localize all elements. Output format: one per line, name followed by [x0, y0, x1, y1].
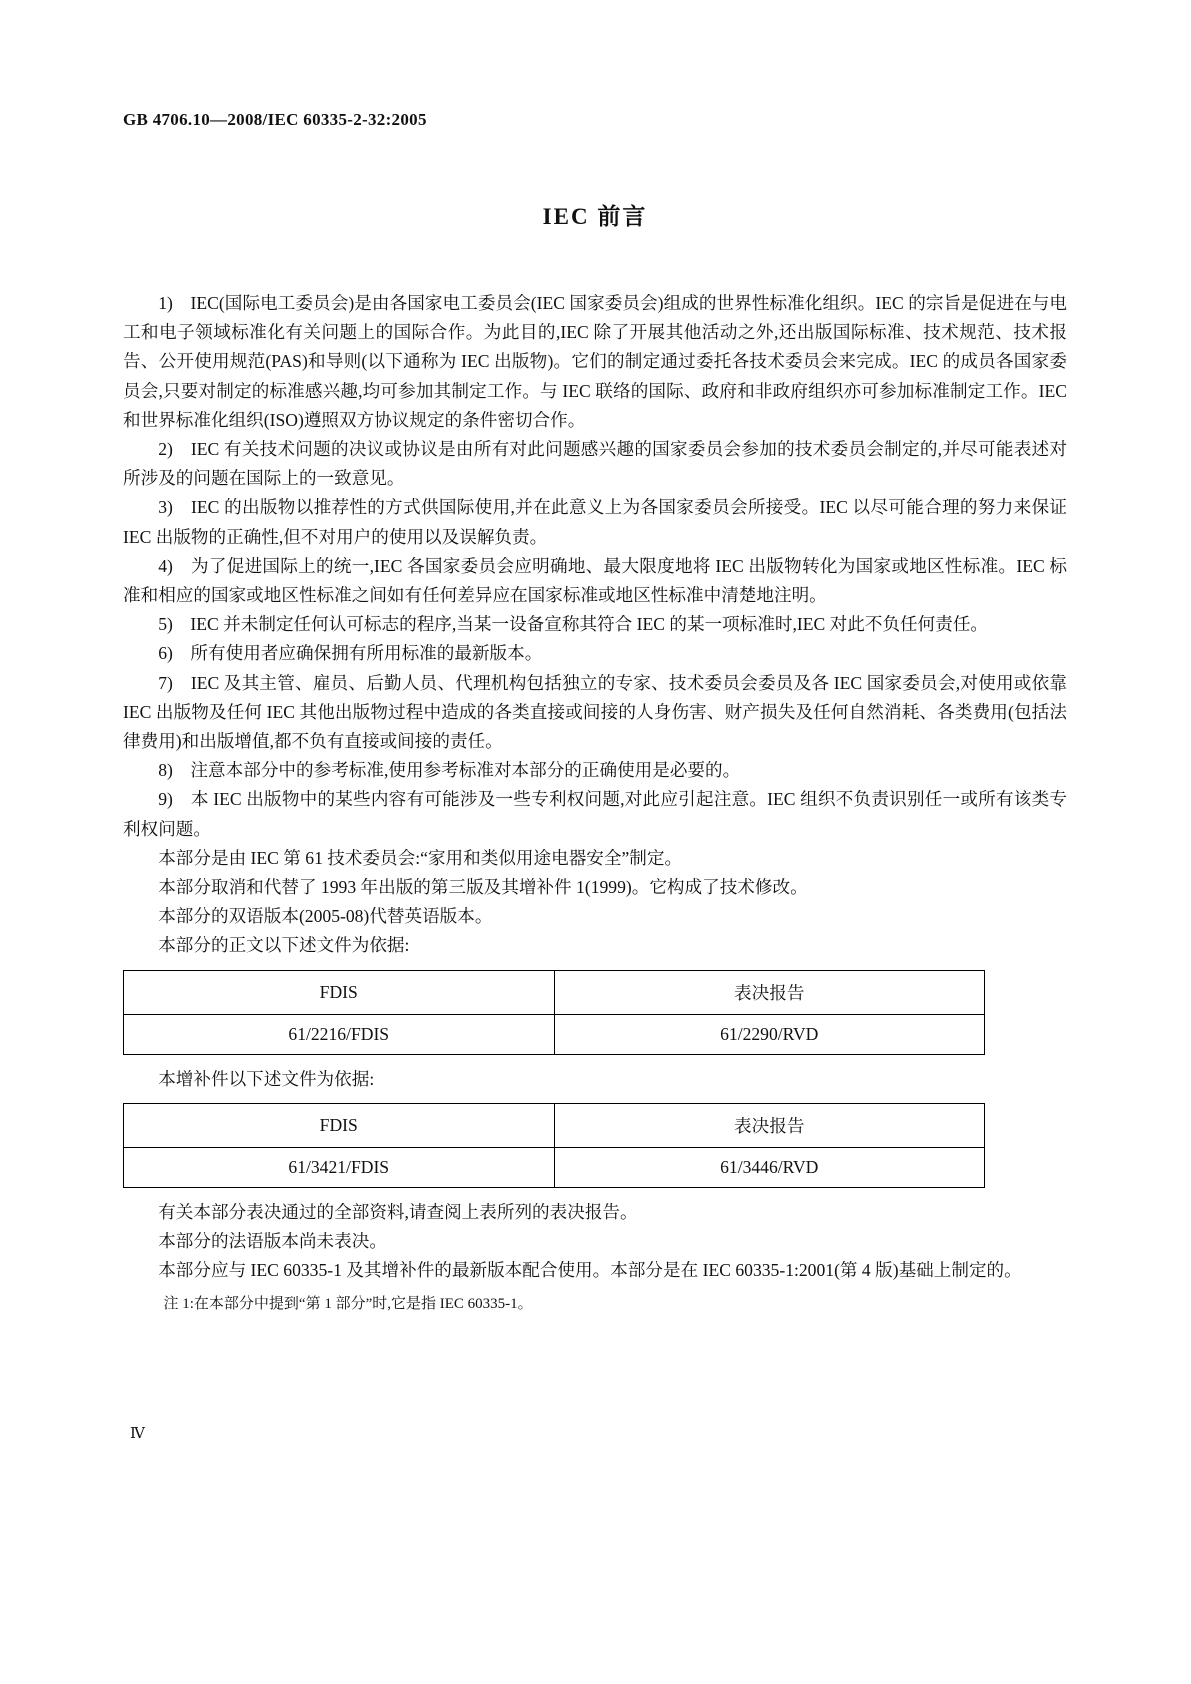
foreword-item-8: 8) 注意本部分中的参考标准,使用参考标准对本部分的正确使用是必要的。 [158, 760, 741, 781]
foreword-item-7: 7) IEC 及其主管、雇员、后勤人员、代理机构包括独立的专家、技术委员会委员及各 IEC 国家委员会,对使用或依靠 IEC 出版物及任何 IEC 其他出版物过程中造成的各类直接或间接的人身伤害、财产损失及任何自然消耗、各类费用(包括法律费用)和出版增值,都不负有直接或间接的责任。 [123, 672, 1067, 752]
foreword-paragraph-committee: 本部分是由 IEC 第 61 技术委员会:“家用和类似用途电器安全”制定。 [158, 847, 683, 868]
doc-number: GB 4706.10—2008/IEC 60335-2-32:2005 [123, 110, 427, 129]
foreword-item-4: 4) 为了促进国际上的统一,IEC 各国家委员会应明确地、最大限度地将 IEC 出版物转化为国家或地区性标准。IEC 标准和相应的国家或地区性标准之间如有任何差异应在国家标准或地区性标准中清楚地注明。 [123, 555, 1067, 606]
foreword-item-9: 9) 本 IEC 出版物中的某些内容有可能涉及一些专利权问题,对此应引起注意。IEC 组织不负责识别任一或所有该类专利权问题。 [123, 789, 1067, 839]
table-cell-vote-report: 61/2290/RVD [554, 1014, 985, 1054]
table-data-row [124, 1014, 985, 1054]
foreword-paragraph-use-with: 本部分应与 IEC 60335-1 及其增补件的最新版本配合使用。本部分是在 IEC 60335-1:2001(第 4 版)基础上制定的。 [158, 1260, 1022, 1281]
foreword-paragraph-french: 本部分的法语版本尚未表决。 [158, 1231, 387, 1252]
table-data-row [124, 1147, 985, 1187]
basis-table-main [123, 970, 985, 1055]
foreword-item-2: 2) IEC 有关技术问题的决议或协议是由所有对此问题感兴趣的国家委员会参加的技术委员会制定的,并尽可能表述对所涉及的问题在国际上的一致意见。 [123, 439, 1067, 489]
foreword-paragraph-replaces: 本部分取消和代替了 1993 年出版的第三版及其增补件 1(1999)。它构成了技术修改。 [158, 877, 808, 898]
table-header-row [124, 1103, 985, 1147]
foreword-paragraph-basis-main: 本部分的正文以下述文件为依据: [158, 935, 410, 956]
basis-table-amendment [123, 1103, 985, 1188]
foreword-paragraph-basis-amendment: 本增补件以下述文件为依据: [158, 1068, 375, 1089]
table-cell-fdis: 61/3421/FDIS [124, 1147, 555, 1187]
page-content [123, 0, 1067, 1317]
table-header-vote-report: 表决报告 [554, 970, 985, 1014]
foreword-paragraph-bilingual: 本部分的双语版本(2005-08)代替英语版本。 [158, 906, 493, 927]
foreword-item-1: 1) IEC(国际电工委员会)是由各国家电工委员会(IEC 国家委员会)组成的世界性标准化组织。IEC 的宗旨是促进在与电工和电子领域标准化有关问题上的国际合作。为此目的,IEC 除了开展其他活动之外,还出版国际标准、技术规范、技术报告、公开使用规范(PAS)和导则(以下通称为 IEC 出版物)。它们的制定通过委托各技术委员会来完成。IEC 的成员各国家委员会,只要对制定的标准感兴趣,均可参加其制定工作。与 IEC 联络的国际、政府和非政府组织亦可参加标准制定工作。IEC 和世界标准化组织(ISO)遵照双方协议规定的条件密切合作。 [123, 293, 1067, 430]
table-cell-fdis: 61/2216/FDIS [124, 1014, 555, 1054]
page-number: Ⅳ [130, 1426, 145, 1442]
foreword-item-5: 5) IEC 并未制定任何认可标志的程序,当某一设备宣称其符合 IEC 的某一项标准时,IEC 对此不负任何责任。 [158, 614, 989, 635]
table-cell-vote-report: 61/3446/RVD [554, 1147, 985, 1187]
table-header-row [124, 970, 985, 1014]
foreword-item-3: 3) IEC 的出版物以推荐性的方式供国际使用,并在此意义上为各国家委员会所接受。IEC 以尽可能合理的努力来保证 IEC 出版物的正确性,但不对用户的使用以及误解负责。 [123, 497, 1067, 547]
foreword-item-6: 6) 所有使用者应确保拥有所用标准的最新版本。 [158, 643, 543, 664]
page-title: IEC 前言 [542, 204, 648, 229]
table-header-fdis: FDIS [124, 1103, 555, 1147]
foreword-body [123, 289, 1067, 1317]
note-1: 注 1:在本部分中提到“第 1 部分”时,它是指 IEC 60335-1。 [163, 1296, 533, 1313]
foreword-paragraph-vote-info: 有关本部分表决通过的全部资料,请查阅上表所列的表决报告。 [158, 1201, 638, 1222]
table-header-vote-report: 表决报告 [554, 1103, 985, 1147]
table-header-fdis: FDIS [124, 970, 555, 1014]
